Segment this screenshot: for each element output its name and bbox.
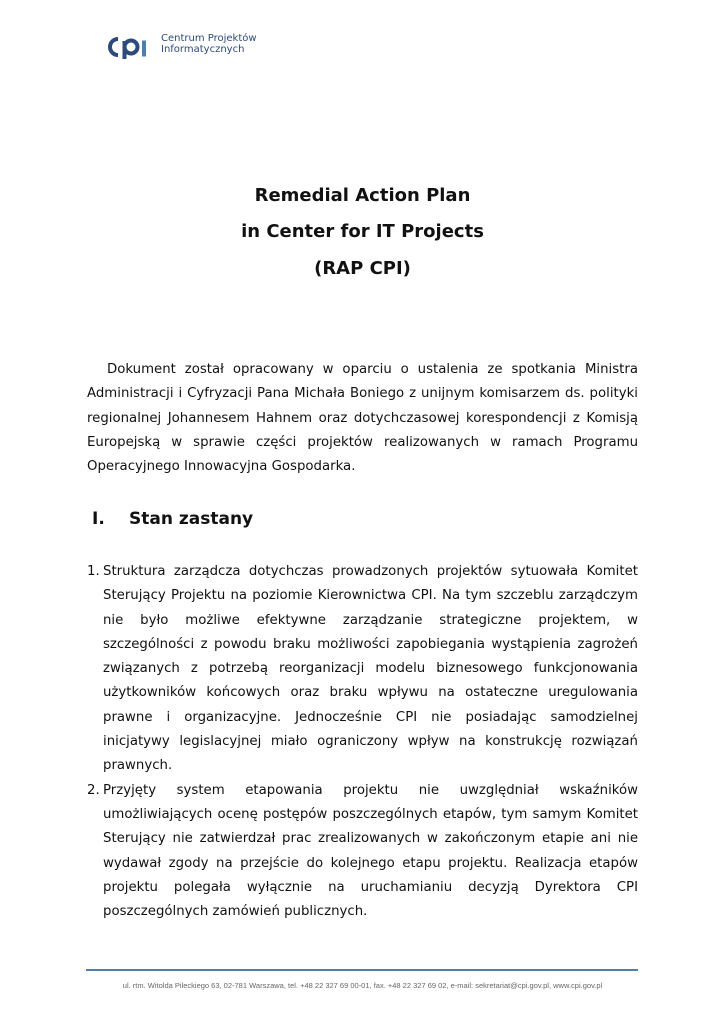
logo-c-shape	[110, 39, 118, 55]
section-heading	[92, 507, 253, 531]
list-item-number: 1.	[87, 564, 100, 579]
logo-text	[161, 33, 257, 55]
list-item-text: Przyjęty system etapowania projektu nie uwzględniał wskaźników umożliwiających ocenę postępów poszczególnych etapów, tym samym Komitet Sterujący nie zatwierdzał prac zrealizowanych w zakończonym etapie ani nie wydawał zgody na przejście do kolejnego etapu projektu. Realizacja etapów projektu polegała wyłącznie na uruchamianiu decyzją Dyrektora CPI poszczególnych zamówień publicznych.	[103, 782, 638, 920]
numbered-list	[87, 560, 638, 924]
logo-line2: Informatycznych	[161, 44, 245, 55]
title-line3: (RAP CPI)	[314, 258, 411, 279]
list-item	[87, 560, 638, 779]
logo-p-stem	[123, 41, 127, 59]
logo-i-stem	[142, 41, 146, 57]
list-item	[87, 779, 638, 925]
section-title: Stan zastany	[129, 509, 254, 529]
title-line1: Remedial Action Plan	[254, 185, 471, 206]
intro-paragraph: Dokument został opracowany w oparciu o ustalenia ze spotkania Ministra Administracji i Cyfryzacji Pana Michała Boniego z unijnym komisarzem ds. polityki regionalnej Johannesem Hahnem oraz dotychczasowej korespondencji z Komisją Europejską w sprawie części projektów realizowanych w ramach Programu Operacyjnego Innowacyjna Gospodarka.	[87, 362, 638, 475]
list-item-text: Struktura zarządcza dotychczas prowadzonych projektów sytuowała Komitet Sterujący Projektu na poziomie Kierownictwa CPI. Na tym szczeblu zarządczym nie było możliwe efektywne zarządzanie strategiczne projektem, w szczególności z powodu braku możliwości zapobiegania wystąpienia zagrożeń związanych z potrzebą reorganizacji modelu biznesowego funkcjonowania użytkowników końcowych oraz braku wpływu na ostateczne uregulowania prawne i organizacyjne. Jednocześnie CPI nie posiadając samodzielnej inicjatywy legislacyjnej miało ograniczony wpływ na konstrukcję rozwiązań prawnych.	[103, 564, 638, 774]
list-item-number: 2.	[87, 782, 100, 798]
title-line2: in Center for IT Projects	[241, 221, 484, 242]
footer-divider	[86, 969, 638, 971]
logo-line1: Centrum Projektów	[161, 33, 257, 44]
logo-mark-text: CPI	[104, 32, 106, 33]
footer-address: ul. rtm. Witolda Pileckiego 63, 02-781 Warszawa, tel. +48 22 327 69 00-01, fax. +48 22 327 69 02, e-mail: sekretariat@cpi.gov.pl, www.cpi.gov.pl	[122, 981, 603, 990]
section-number: I.	[92, 509, 105, 529]
